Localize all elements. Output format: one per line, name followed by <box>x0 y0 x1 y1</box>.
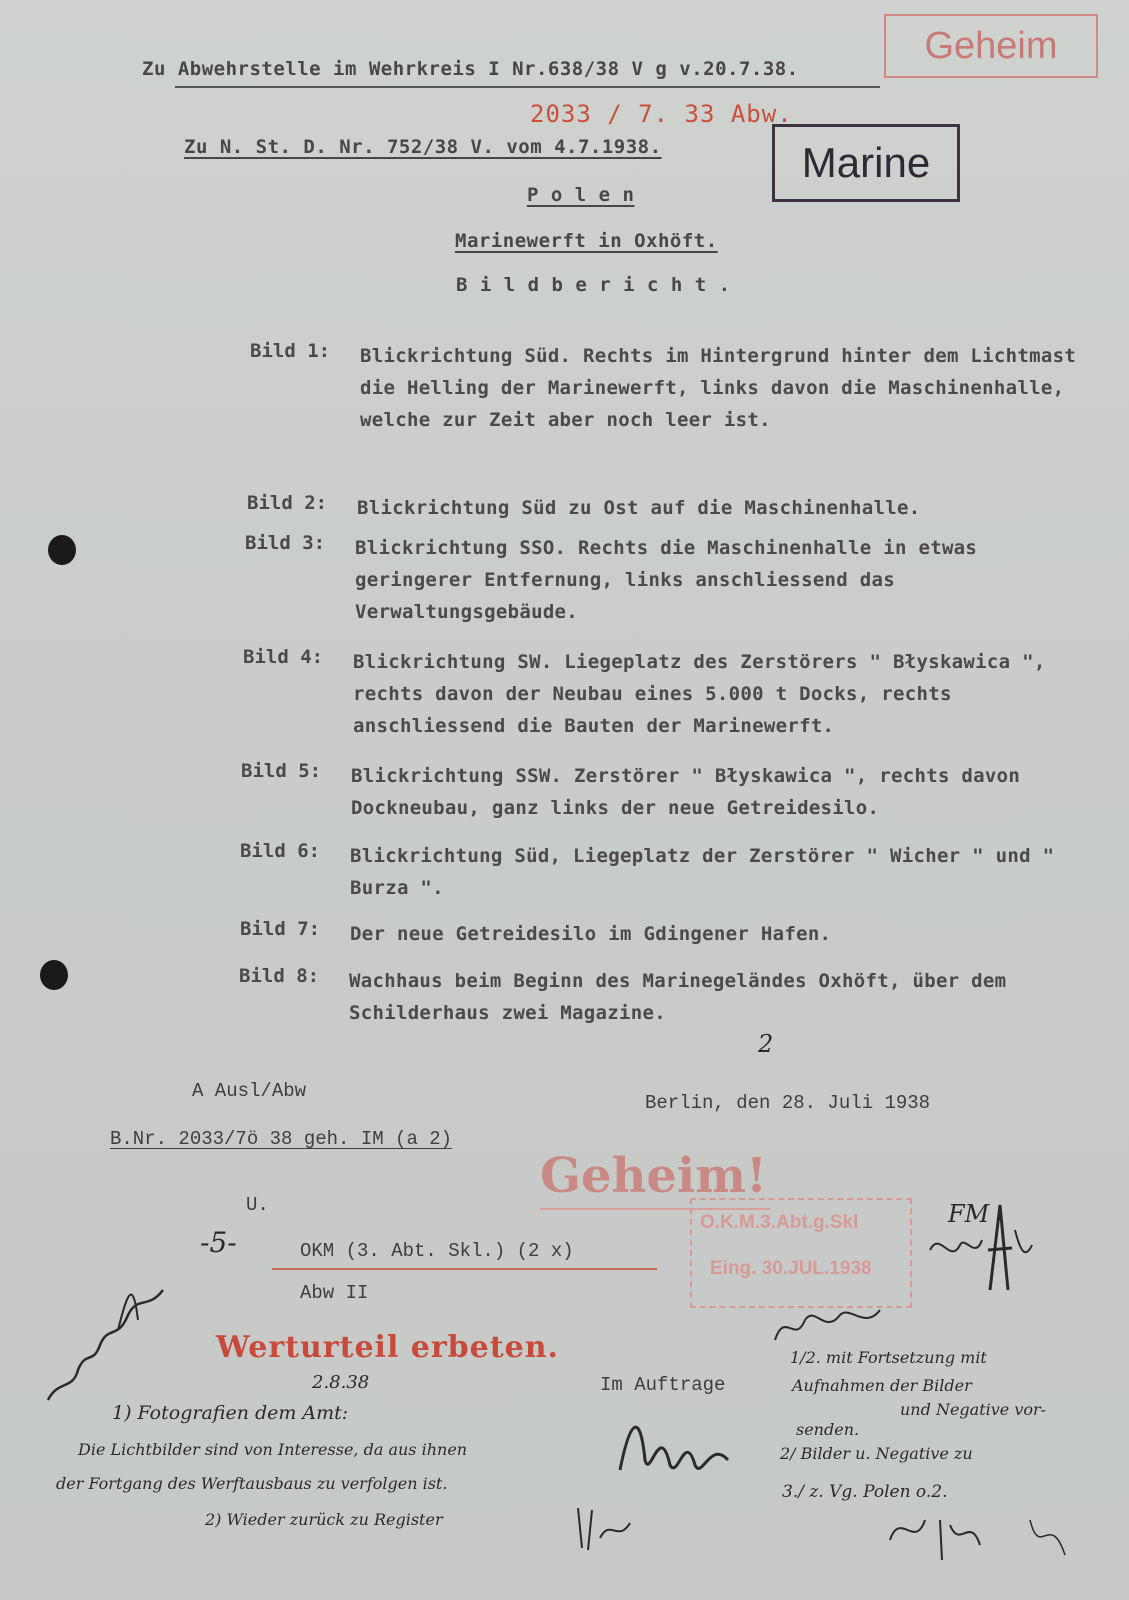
signature-margin-left <box>38 1270 188 1420</box>
signature-bottom-right <box>880 1500 1080 1570</box>
recipient-abw: Abw II <box>300 1282 369 1304</box>
entry-label: Bild 7: <box>240 918 321 940</box>
handwritten-note-right-2: Aufnahmen der Bilder <box>792 1376 972 1395</box>
subject-heading: Marinewerft in Oxhöft. <box>455 230 718 252</box>
received-stamp <box>690 1198 912 1308</box>
entry-label: Bild 4: <box>243 646 324 668</box>
signature-paraph <box>570 1498 640 1558</box>
entry-label: Bild 8: <box>239 965 320 987</box>
copy-number: -5- <box>200 1226 237 1259</box>
signature-im-auftrage <box>610 1400 740 1490</box>
entry-text: Blickrichtung SSO. Rechts die Maschinenhalle in etwas geringerer Entfernung, links anschliessend das Verwaltungsgebäude. <box>355 537 978 623</box>
entry-label: Bild 3: <box>245 532 326 554</box>
entry-label: Bild 1: <box>250 340 331 362</box>
reference-line-2: Zu N. St. D. Nr. 752/38 V. vom 4.7.1938. <box>184 136 662 158</box>
marine-stamp: Marine <box>772 124 960 202</box>
handwritten-note-left-3: der Fortgang des Werftausbaus zu verfolgen ist. <box>56 1474 448 1493</box>
handwritten-note-right-3: und Negative vor- <box>900 1400 1047 1419</box>
recipient-underline <box>272 1268 657 1270</box>
entry-text: Blickrichtung Süd. Rechts im Hintergrund hinter dem Lichtmast die Helling der Marinewerft, links davon die Maschinenhalle, welche zur Zeit aber noch leer ist. <box>360 345 1077 431</box>
reference-bnr: B.Nr. 2033/7ö 38 geh. IM (a 2) <box>110 1128 453 1150</box>
handwritten-initials: FM <box>948 1200 990 1228</box>
recipient-okm: OKM (3. Abt. Skl.) (2 x) <box>300 1240 574 1262</box>
geheim-stamp-top: Geheim <box>884 14 1098 78</box>
entry-text: Blickrichtung SSW. Zerstörer " Błyskawica ", rechts davon Dockneubau, ganz links der neue Getreidesilo. <box>351 765 1021 819</box>
handwritten-note-left-4: 2) Wieder zurück zu Register <box>205 1510 443 1529</box>
handwritten-page-mark: 2 <box>758 1030 774 1058</box>
entry-label: Bild 2: <box>247 492 328 514</box>
entry-text: Blickrichtung Süd, Liegeplatz der Zerstörer " Wicher " und " Burza ". <box>350 845 1055 899</box>
u-mark: U. <box>246 1194 269 1216</box>
im-auftrage: Im Auftrage <box>600 1374 726 1396</box>
entry-text: Wachhaus beim Beginn des Marinegeländes Oxhöft, über dem Schilderhaus zwei Magazine. <box>349 970 1007 1024</box>
werturteil-stamp: Werturteil erbeten. <box>216 1330 559 1365</box>
handwritten-note-right-1: 1/2. mit Fortsetzung mit <box>790 1348 987 1367</box>
signature-right <box>920 1190 1040 1300</box>
handwritten-note-left-1: 1) Fotografien dem Amt: <box>112 1402 349 1424</box>
received-stamp-line2: Eing. 30.JUL.1938 <box>710 1258 872 1279</box>
country-heading: P o l e n <box>527 184 635 206</box>
punch-hole-upper <box>48 535 76 565</box>
entry-text: Blickrichtung SW. Liegeplatz des Zerstörers " Błyskawica ", rechts davon der Neubau eines 5.000 t Docks, rechts anschliessend die Bauten der Marinewerft. <box>353 651 1046 737</box>
reference-underline-1 <box>175 86 880 88</box>
handwritten-date: 2.8.38 <box>312 1372 370 1393</box>
report-type-heading: B i l d b e r i c h t . <box>456 274 731 296</box>
entry-label: Bild 5: <box>241 760 322 782</box>
handwritten-mark-middle <box>770 1300 890 1350</box>
reference-line-1: Zu Abwehrstelle im Wehrkreis I Nr.638/38 V g v.20.7.38. <box>142 58 799 80</box>
place-date: Berlin, den 28. Juli 1938 <box>645 1092 931 1114</box>
office-label: A Ausl/Abw <box>192 1080 307 1102</box>
register-number: 2033 / 7. 33 Abw. <box>530 100 793 128</box>
handwritten-note-right-4: senden. <box>796 1420 860 1439</box>
punch-hole-lower <box>40 960 68 990</box>
handwritten-note-right-5: 2/ Bilder u. Negative zu <box>780 1444 973 1463</box>
received-stamp-line1: O.K.M.3.Abt.g.Skl <box>700 1212 859 1233</box>
handwritten-note-right-6: 3./ z. Vg. Polen o.2. <box>782 1482 948 1502</box>
handwritten-note-left-2: Die Lichtbilder sind von Interesse, da aus ihnen <box>78 1440 468 1459</box>
entry-text: Der neue Getreidesilo im Gdingener Hafen. <box>350 923 832 945</box>
entry-text: Blickrichtung Süd zu Ost auf die Maschinenhalle. <box>357 497 921 519</box>
geheim-stamp-mid: Geheim! <box>540 1148 768 1204</box>
entry-label: Bild 6: <box>240 840 321 862</box>
